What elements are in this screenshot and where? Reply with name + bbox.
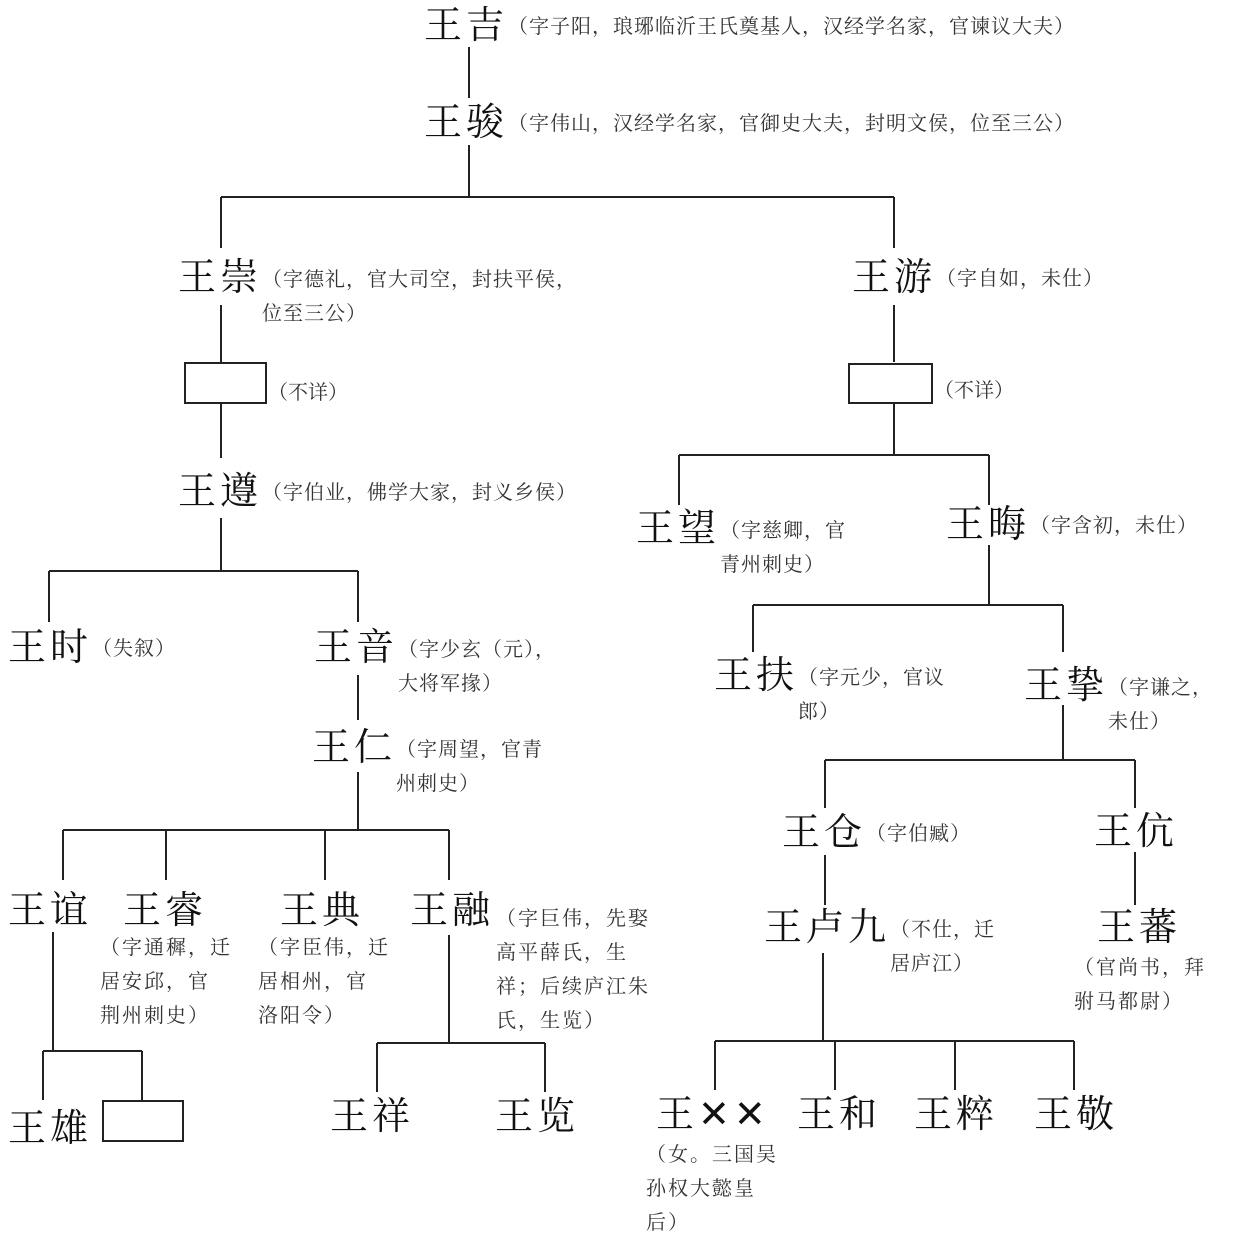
person-wang-fu bbox=[714, 653, 946, 724]
person-wang-fan bbox=[1097, 905, 1182, 949]
person-wang-fan-note: （官尚书，拜 驸马都尉） bbox=[1074, 955, 1206, 1013]
person-wang-zhi bbox=[1024, 663, 1214, 734]
person-name: 王望 bbox=[636, 506, 721, 550]
person-name: 王睿 bbox=[123, 888, 208, 932]
person-note: （字自如，未仕） bbox=[936, 266, 1105, 290]
person-wang-yi bbox=[8, 888, 93, 932]
person-name: 王粹 bbox=[914, 1092, 999, 1136]
person-wang-lujiu bbox=[764, 905, 996, 976]
person-note: （字元少，官议 郎） bbox=[798, 665, 946, 723]
person-name: 王骏 bbox=[424, 100, 509, 144]
person-name: 王晦 bbox=[946, 502, 1031, 546]
person-wang-xx bbox=[656, 1092, 770, 1136]
person-name: 王挚 bbox=[1024, 663, 1109, 707]
person-note: （字周望，官青 州刺史） bbox=[396, 737, 544, 795]
person-wang-wang bbox=[636, 506, 847, 577]
person-wang-chong bbox=[178, 255, 578, 326]
person-wang-dian-note: （字臣伟，迁 居相州，官 洛阳令） bbox=[258, 935, 390, 1027]
person-name: 王仁 bbox=[312, 725, 397, 769]
person-name: 王蕃 bbox=[1097, 905, 1182, 949]
person-name: 王谊 bbox=[8, 888, 93, 932]
person-wang-xx-note: （女。三国吴 孙权大懿皇 后） bbox=[646, 1142, 778, 1234]
unknown-person-box-bottom bbox=[102, 1100, 184, 1142]
unknown-person-box-left bbox=[184, 362, 267, 404]
person-note: （字慈卿，官 青州刺史） bbox=[720, 518, 847, 576]
person-note: （不仕，迁 居庐江） bbox=[890, 917, 996, 975]
person-wang-xiang bbox=[330, 1094, 415, 1138]
person-name: 王仓 bbox=[782, 810, 867, 854]
person-name: 王崇 bbox=[178, 255, 263, 299]
person-wang-yin bbox=[314, 625, 557, 696]
person-note: （字伟山，汉经学名家，官御史大夫，封明文侯，位至三公） bbox=[508, 111, 1076, 135]
person-note: （字德礼，官大司空，封扶平侯， 位至三公） bbox=[262, 267, 578, 325]
person-name: 王祥 bbox=[330, 1094, 415, 1138]
unknown-note-right: （不详） bbox=[934, 378, 1014, 402]
person-note: （字伯臧） bbox=[866, 821, 972, 845]
person-name: 王卢九 bbox=[764, 905, 891, 949]
person-wang-yuan bbox=[1094, 809, 1179, 853]
person-wang-rui-note: （字通穉，迁 居安邱，官 荆州刺史） bbox=[100, 935, 232, 1027]
person-wang-cui bbox=[914, 1092, 999, 1136]
person-wang-rui bbox=[123, 888, 208, 932]
person-wang-cang bbox=[782, 810, 972, 854]
person-name: 王敬 bbox=[1034, 1092, 1119, 1136]
person-note: （字含初，未仕） bbox=[1030, 513, 1199, 537]
person-note: （字子阳，琅琊临沂王氏奠基人，汉经学名家，官谏议大夫） bbox=[508, 14, 1076, 38]
person-name: 王遵 bbox=[178, 469, 263, 513]
person-note: （失叙） bbox=[92, 636, 177, 660]
person-name: 王览 bbox=[495, 1094, 580, 1138]
person-wang-hui bbox=[946, 502, 1199, 546]
person-name: 王和 bbox=[797, 1092, 882, 1136]
person-wang-you bbox=[852, 255, 1105, 299]
person-wang-jing bbox=[1034, 1092, 1119, 1136]
person-note: （字伯业，佛学大家，封义乡侯） bbox=[262, 480, 578, 504]
unknown-note-left: （不详） bbox=[268, 380, 348, 404]
person-name: 王吉 bbox=[424, 3, 509, 47]
person-wang-xiong bbox=[8, 1106, 93, 1150]
person-note: （字谦之， 未仕） bbox=[1108, 675, 1214, 733]
person-wang-lan bbox=[495, 1094, 580, 1138]
person-wang-zun bbox=[178, 469, 578, 513]
person-name: 王雄 bbox=[8, 1106, 93, 1150]
person-name: 王✕✕ bbox=[656, 1092, 770, 1136]
person-wang-ji bbox=[424, 3, 1076, 47]
person-name: 王典 bbox=[280, 888, 365, 932]
person-wang-dian bbox=[280, 888, 365, 932]
person-wang-shi bbox=[8, 625, 177, 669]
person-wang-rong bbox=[410, 888, 495, 932]
person-note: （字少玄（元）， 大将军掾） bbox=[398, 637, 557, 695]
person-wang-he bbox=[797, 1092, 882, 1136]
person-name: 王融 bbox=[410, 888, 495, 932]
person-wang-ren bbox=[312, 725, 544, 796]
person-name: 王游 bbox=[852, 255, 937, 299]
person-wang-jun bbox=[424, 100, 1076, 144]
person-name: 王音 bbox=[314, 625, 399, 669]
person-name: 王扶 bbox=[714, 653, 799, 697]
unknown-person-box-right bbox=[848, 363, 933, 404]
person-name: 王伉 bbox=[1094, 809, 1179, 853]
person-wang-rong-note: （字巨伟，先娶 高平薛氏，生 祥；后续庐江朱 氏，生览） bbox=[496, 906, 650, 1032]
person-name: 王时 bbox=[8, 625, 93, 669]
